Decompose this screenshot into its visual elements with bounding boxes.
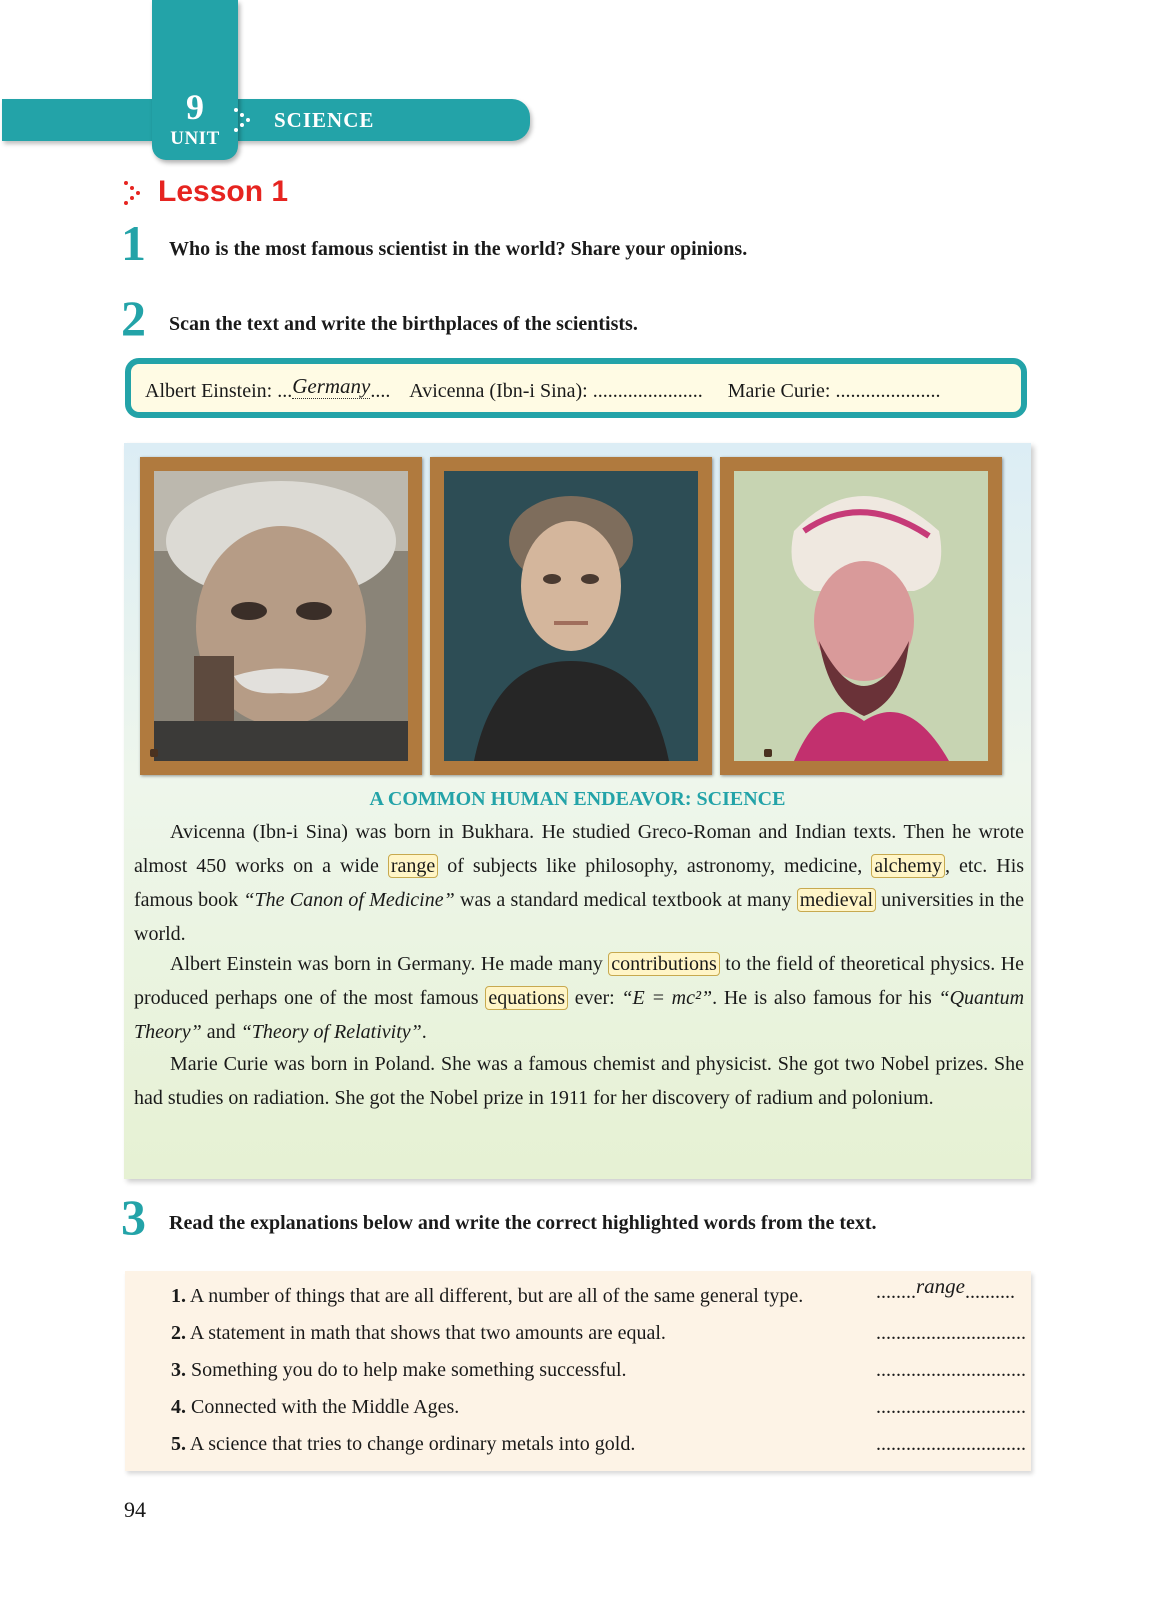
reading-panel	[124, 443, 1031, 1179]
highlight-contributions: contributions	[608, 952, 720, 976]
highlight-equations: equations	[485, 986, 568, 1010]
birthplace-box	[125, 358, 1027, 418]
einstein-image	[154, 471, 408, 761]
paragraph-avicenna	[134, 815, 1024, 951]
theory-title: “Theory of Relativity”	[240, 1021, 422, 1043]
answer-blank-2[interactable]: ..............................	[876, 1322, 1026, 1344]
text: .	[421, 1021, 427, 1043]
text: ever:	[574, 987, 615, 1009]
unit-label: UNIT	[170, 128, 220, 149]
unit-banner	[2, 99, 530, 141]
birthplace-row	[145, 374, 941, 403]
list-item	[171, 1396, 459, 1419]
equation: “E = mc²”	[621, 987, 713, 1009]
item-text: A number of things that are all different, but are all of the same general type.	[189, 1285, 804, 1307]
item-text: Something you do to help make something successful.	[191, 1359, 627, 1381]
avicenna-blank[interactable]: ......................	[592, 380, 703, 402]
highlight-alchemy: alchemy	[871, 854, 945, 878]
avicenna-portrait	[720, 457, 1002, 775]
text: of subjects like philosophy, astronomy, medicine,	[447, 855, 863, 877]
text: and	[206, 1021, 236, 1043]
dots: ........	[876, 1281, 916, 1303]
lesson-title: Lesson 1	[158, 175, 289, 208]
text: to the field of theoretical physics. He produced perhaps one of the most famous	[134, 953, 1025, 1009]
text: Albert Einstein was born in Germany. He made many	[170, 953, 603, 975]
unit-tab	[152, 0, 238, 160]
einstein-label: Albert Einstein:	[145, 380, 273, 402]
item-number: 1.	[171, 1285, 186, 1307]
avicenna-label: Avicenna (Ibn-i Sina):	[409, 380, 588, 402]
text: Avicenna (Ibn-i Sina) was born in Bukhara. He studied Greco-Roman and Indian texts. Then he wrote almost 450 works on a wide	[134, 821, 1024, 877]
list-item	[171, 1322, 666, 1345]
answer-1: range	[916, 1274, 965, 1298]
unit-number: 9	[186, 87, 204, 127]
item-number: 2.	[171, 1322, 186, 1344]
dots: ..........	[965, 1281, 1015, 1303]
avicenna-image	[734, 471, 988, 761]
highlight-range: range	[388, 854, 438, 878]
curie-portrait	[430, 457, 712, 775]
einstein-blank[interactable]	[277, 374, 391, 402]
frame-nail	[764, 749, 772, 757]
text: . He is also famous for his	[712, 987, 932, 1009]
item-text: Connected with the Middle Ages.	[191, 1396, 460, 1418]
dots-icon	[234, 108, 254, 130]
list-item	[171, 1359, 627, 1382]
answer-blank-3[interactable]: ..............................	[876, 1359, 1026, 1381]
einstein-portrait	[140, 457, 422, 775]
text: was a standard medical textbook at many	[460, 889, 792, 911]
exercise-2-instruction: Scan the text and write the birthplaces of the scientists.	[169, 313, 638, 335]
dots: ....	[370, 380, 391, 402]
reading-title: A COMMON HUMAN ENDEAVOR: SCIENCE	[369, 788, 786, 810]
item-text: A statement in math that shows that two amounts are equal.	[189, 1322, 666, 1344]
exercise-3-instruction: Read the explanations below and write the correct highlighted words from the text.	[169, 1212, 877, 1234]
dots-icon	[124, 181, 144, 203]
exercise-2-number: 2	[121, 290, 146, 346]
highlight-medieval: medieval	[797, 888, 876, 912]
text: , etc. His famous book	[134, 855, 1025, 911]
answer-blank-4[interactable]: ..............................	[876, 1396, 1026, 1418]
frame-nail	[150, 749, 158, 757]
paragraph-curie: Marie Curie was born in Poland. She was a famous chemist and physicist. She got two Nobel prizes. She had studies on radiation. She got the Nobel prize in 1911 for her discovery of radium and polonium.	[134, 1053, 1024, 1109]
page-number: 94	[124, 1497, 146, 1522]
theory-title: “Quantum Theory”	[134, 987, 1025, 1043]
answer-blank-5[interactable]: ..............................	[876, 1433, 1026, 1455]
dots: ...	[277, 380, 293, 402]
item-number: 4.	[171, 1396, 186, 1418]
unit-title: SCIENCE	[274, 108, 375, 132]
answer-blank-1[interactable]	[876, 1274, 1015, 1304]
text: universities in the world.	[134, 889, 1025, 945]
paragraph-einstein	[134, 947, 1024, 1049]
exercise-1-instruction: Who is the most famous scientist in the world? Share your opinions.	[169, 238, 748, 260]
curie-blank[interactable]: .....................	[835, 380, 941, 402]
item-number: 5.	[171, 1433, 186, 1455]
exercise-3-number: 3	[121, 1189, 146, 1245]
curie-image	[444, 471, 698, 761]
explanations-box	[125, 1271, 1031, 1471]
item-number: 3.	[171, 1359, 186, 1381]
curie-label: Marie Curie:	[727, 380, 831, 402]
list-item	[171, 1433, 635, 1456]
book-title: “The Canon of Medicine”	[243, 889, 455, 911]
einstein-answer: Germany	[292, 374, 371, 398]
list-item	[171, 1285, 803, 1308]
exercise-1-number: 1	[121, 215, 146, 271]
item-text: A science that tries to change ordinary metals into gold.	[189, 1433, 636, 1455]
